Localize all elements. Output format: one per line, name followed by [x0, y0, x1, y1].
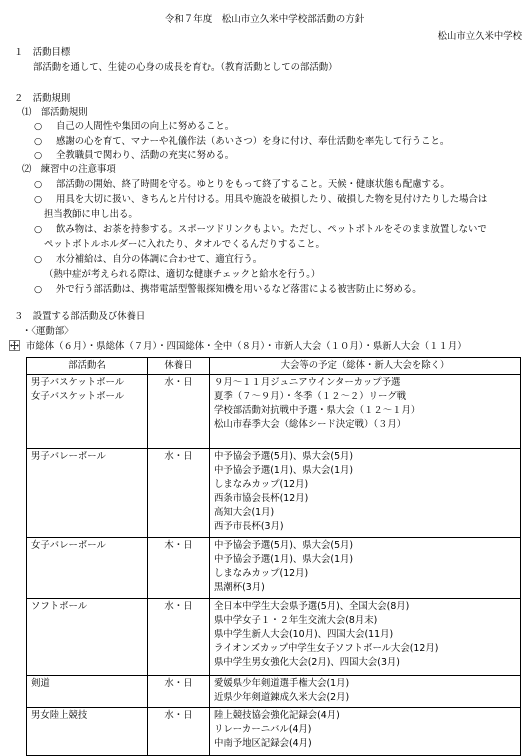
sports-group-label: ・〈運動部〉 [22, 326, 74, 337]
event-line: 学校部活動対抗戦中予選・県大会（１２～１月） [214, 405, 421, 416]
club-name-cell [27, 599, 148, 676]
section1-heading: １ 活動目標 [14, 47, 71, 58]
event-line: 高知大会(1月) [214, 507, 275, 518]
event-line: 夏季（７～９月）・冬季（１２～２）リーグ戦 [214, 391, 407, 402]
section3-heading: ３ 設置する部活動及び休養日 [14, 311, 146, 322]
caution-item: 水分補給は、自分の体調に合わせて、適宜行う。 [56, 254, 263, 265]
school-name: 松山市立久米中学校 [437, 31, 522, 42]
bullet-circle: ○ [34, 121, 43, 132]
event-line: 県中学生男女強化大会(2月)、四国大会(3月) [214, 657, 400, 668]
club-name: 剣道 [31, 678, 50, 689]
club-name: 男女陸上競技 [31, 710, 88, 721]
club-name: 男子バレーボール [31, 451, 106, 462]
events-cell [210, 538, 521, 599]
event-line: 全日本中学生大会県予選(5月)、全国大会(8月) [214, 601, 410, 612]
rule-item: 感謝の心を育て、マナーや礼儀作法（あいさつ）を身に付け、奉仕活動を率先して行うこと。 [56, 136, 450, 147]
rest-days-cell: 水・日 [148, 599, 210, 676]
table-move-handle-icon[interactable] [9, 340, 20, 351]
event-line: リレーカーニバル(4月) [214, 724, 312, 735]
header-club-name: 部活動名 [27, 358, 148, 375]
rest-days-cell: 水・日 [148, 676, 210, 708]
club-name-cell [27, 708, 148, 756]
rule-item: 全教職員で関わり、活動の充実に努める。 [56, 150, 235, 161]
rest-days-cell: 水・日 [148, 708, 210, 756]
header-rest-days: 休養日 [148, 358, 210, 375]
event-line: 松山市春季大会（総体シード決定戦）（３月） [214, 419, 407, 430]
table-header-row [27, 358, 521, 375]
event-line: 中予協会予選(5月)、県大会(5月) [214, 451, 354, 462]
events-cell [210, 708, 521, 756]
event-line: ９月～１１月ジュニアウインターカップ予選 [214, 377, 401, 388]
event-line: 近県少年剣道錬成久米大会(2月) [214, 692, 350, 703]
header-events: 大会等の予定（総体・新人大会を除く） [210, 358, 521, 375]
club-name: ソフトボール [31, 601, 88, 612]
bullet-circle: ○ [34, 254, 43, 265]
table-row [27, 599, 521, 676]
events-cell [210, 676, 521, 708]
event-line: しまなみカップ(12月) [214, 479, 309, 490]
caution-item: 部活動の開始、終了時間を守る。ゆとりをもって終了すること。天候・健康状態も配慮する。 [56, 179, 450, 190]
club-name-cell [27, 538, 148, 599]
events-cell [210, 375, 521, 449]
club-name: 男子バスケットボール [31, 377, 125, 388]
table-row [27, 676, 521, 708]
sub2-heading: ⑵ 練習中の注意事項 [22, 164, 116, 175]
event-line: 県中学生新人大会(10月)、四国大会(11月) [214, 629, 394, 640]
rule-item: 自己の人間性や集団の向上に努めること。 [56, 121, 235, 132]
table-row [27, 375, 521, 449]
section2-heading: ２ 活動規則 [14, 93, 71, 104]
event-line: しまなみカップ(12月) [214, 568, 309, 579]
event-line: 中予協会予選(5月)、県大会(5月) [214, 540, 354, 551]
bullet-circle: ○ [34, 224, 43, 235]
caution-item: 用具を大切に扱い、きちんと片付ける。用具や施設を破損したり、破損した物を見付けたりした場合は [56, 194, 488, 205]
caution-item: 外で行う部活動は、携帯電話型警報探知機を用いるなど落雷による被害防止に努める。 [56, 284, 422, 295]
event-line: 愛媛県少年剣道選手権大会(1月) [214, 678, 350, 689]
club-table [26, 357, 521, 756]
caution-item-continued: ペットボトルホルダーに入れたり、タオルでくるんだりすること。 [44, 239, 325, 250]
tournament-schedule: 市総体（６月）・県総体（７月）・四国総体・全中（８月）・市新人大会（１０月）・県新人大会（１１月） [26, 341, 467, 352]
club-name: 女子バレーボール [31, 540, 106, 551]
table-row [27, 538, 521, 599]
bullet-circle: ○ [34, 284, 43, 295]
rest-days-cell: 水・日 [148, 449, 210, 538]
caution-item-continued: （熱中症が考えられる際は、適切な健康チェックと給水を行う。） [44, 269, 321, 280]
caution-item: 飲み物は、お茶を持参する。スポーツドリンクもよい。ただし、ペットボトルをそのまま放置しないで [56, 224, 487, 235]
events-cell [210, 599, 521, 676]
club-name: 女子バスケットボール [31, 391, 125, 402]
club-name-cell [27, 676, 148, 708]
table-row [27, 708, 521, 756]
table-row [27, 449, 521, 538]
rest-days-cell: 水・日 [148, 375, 210, 449]
bullet-circle: ○ [34, 179, 43, 190]
events-cell [210, 449, 521, 538]
event-line: 西条市協会長杯(12月) [214, 493, 309, 504]
event-line: 西予市長杯(3月) [214, 521, 284, 532]
club-name-cell [27, 449, 148, 538]
bullet-circle: ○ [34, 136, 43, 147]
club-name-cell [27, 375, 148, 449]
bullet-circle: ○ [34, 150, 43, 161]
sub1-heading: ⑴ 部活動規則 [22, 107, 88, 118]
section1-body: 部活動を通して、生徒の心身の成長を育む。（教育活動としての部活動） [33, 62, 338, 73]
rest-days-cell: 木・日 [148, 538, 210, 599]
bullet-circle: ○ [34, 194, 43, 205]
caution-item-continued: 担当教師に申し出る。 [44, 209, 138, 220]
event-line: 黒潮杯(3月) [214, 582, 265, 593]
event-line: 中南予地区記録会(4月) [214, 738, 312, 749]
event-line: ライオンズカップ中学生女子ソフトボール大会(12月) [214, 643, 439, 654]
event-line: 県中学女子１・２年生交流大会(8月末) [214, 615, 378, 626]
event-line: 中予協会予選(1月)、県大会(1月) [214, 465, 354, 476]
document-title: 令和７年度 松山市立久米中学校部活動の方針 [164, 14, 365, 25]
event-line: 陸上競技協会強化記録会(4月) [214, 710, 340, 721]
event-line: 中予協会予選(1月)、県大会(1月) [214, 554, 354, 565]
